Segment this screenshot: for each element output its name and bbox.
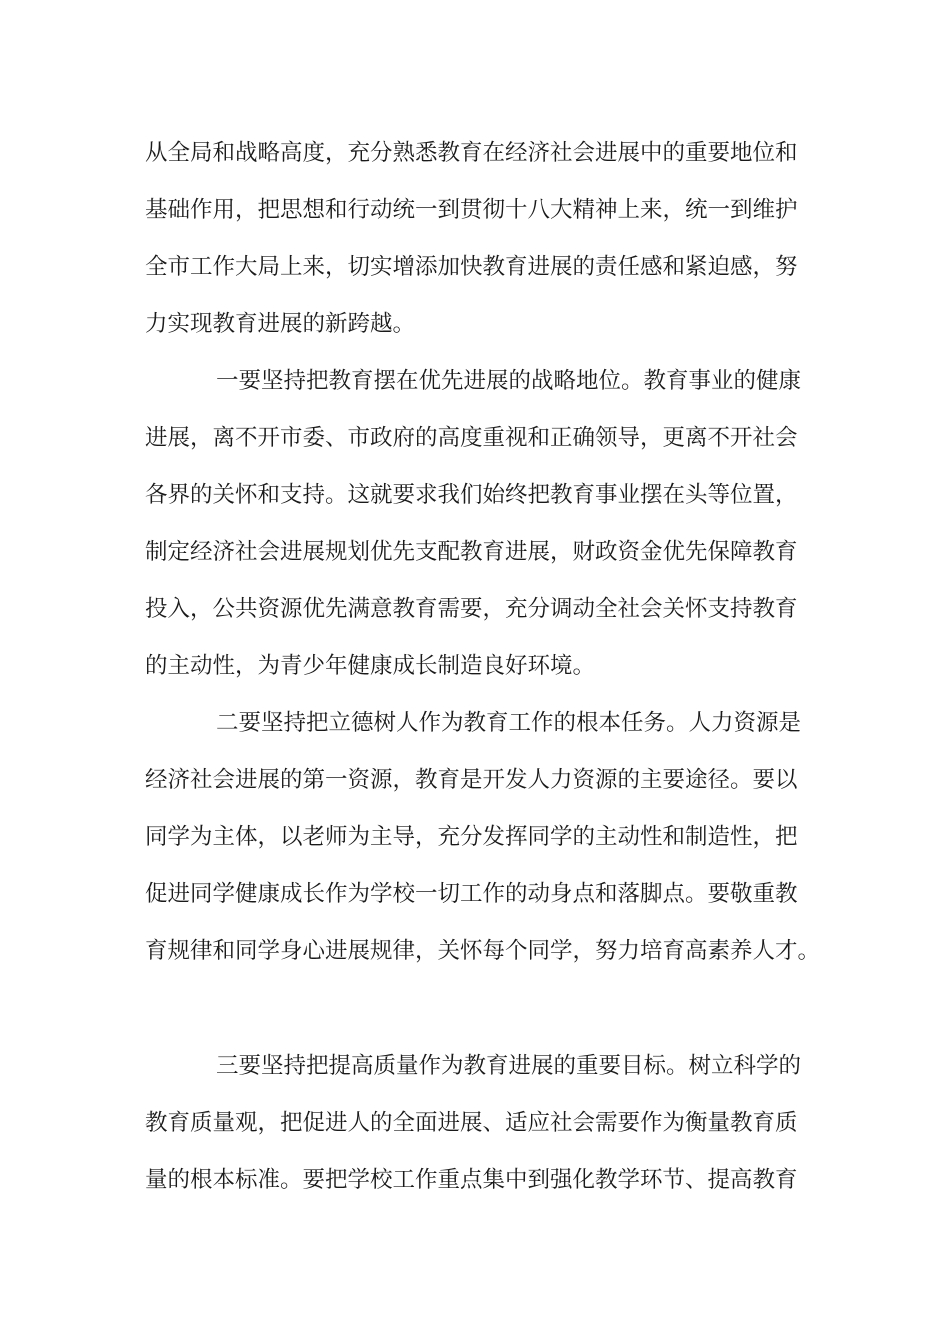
paragraph-1-line-2: 基础作用，把思想和行动统一到贯彻十八大精神上来，统一到维护 xyxy=(145,197,798,223)
paragraph-3-line-3: 同学为主体，以老师为主导，充分发挥同学的主动性和制造性，把 xyxy=(145,824,798,850)
paragraph-1-line-1: 从全局和战略高度，充分熟悉教育在经济社会进展中的重要地位和 xyxy=(145,140,798,166)
paragraph-2-line-1: 一要坚持把教育摆在优先进展的战略地位。教育事业的健康 xyxy=(216,368,802,394)
paragraph-2-line-5: 投入，公共资源优先满意教育需要，充分调动全社会关怀支持教育 xyxy=(145,596,798,622)
paragraph-2-line-4: 制定经济社会进展规划优先支配教育进展，财政资金优先保障教育 xyxy=(145,539,798,565)
paragraph-1-line-3: 全市工作大局上来，切实增添加快教育进展的责任感和紧迫感，努 xyxy=(145,254,798,280)
paragraph-4-line-1: 三要坚持把提高质量作为教育进展的重要目标。树立科学的 xyxy=(216,1053,802,1079)
paragraph-2-line-6: 的主动性，为青少年健康成长制造良好环境。 xyxy=(145,653,596,679)
paragraph-3-line-1: 二要坚持把立德树人作为教育工作的根本任务。人力资源是 xyxy=(216,710,802,736)
paragraph-3-line-4: 促进同学健康成长作为学校一切工作的动身点和落脚点。要敬重教 xyxy=(145,881,798,907)
paragraph-2-line-2: 进展，离不开市委、市政府的高度重视和正确领导，更离不开社会 xyxy=(145,425,798,451)
paragraph-4-line-2: 教育质量观，把促进人的全面进展、适应社会需要作为衡量教育质 xyxy=(145,1110,798,1136)
paragraph-1-line-4: 力实现教育进展的新跨越。 xyxy=(145,311,416,337)
paragraph-2-line-3: 各界的关怀和支持。这就要求我们始终把教育事业摆在头等位置， xyxy=(145,482,798,508)
paragraph-3-line-2: 经济社会进展的第一资源，教育是开发人力资源的主要途径。要以 xyxy=(145,767,798,793)
paragraph-3-line-5: 育规律和同学身心进展规律，关怀每个同学，努力培育高素养人才。 xyxy=(145,938,821,964)
paragraph-4-line-3: 量的根本标准。要把学校工作重点集中到强化教学环节、提高教育 xyxy=(145,1167,798,1193)
